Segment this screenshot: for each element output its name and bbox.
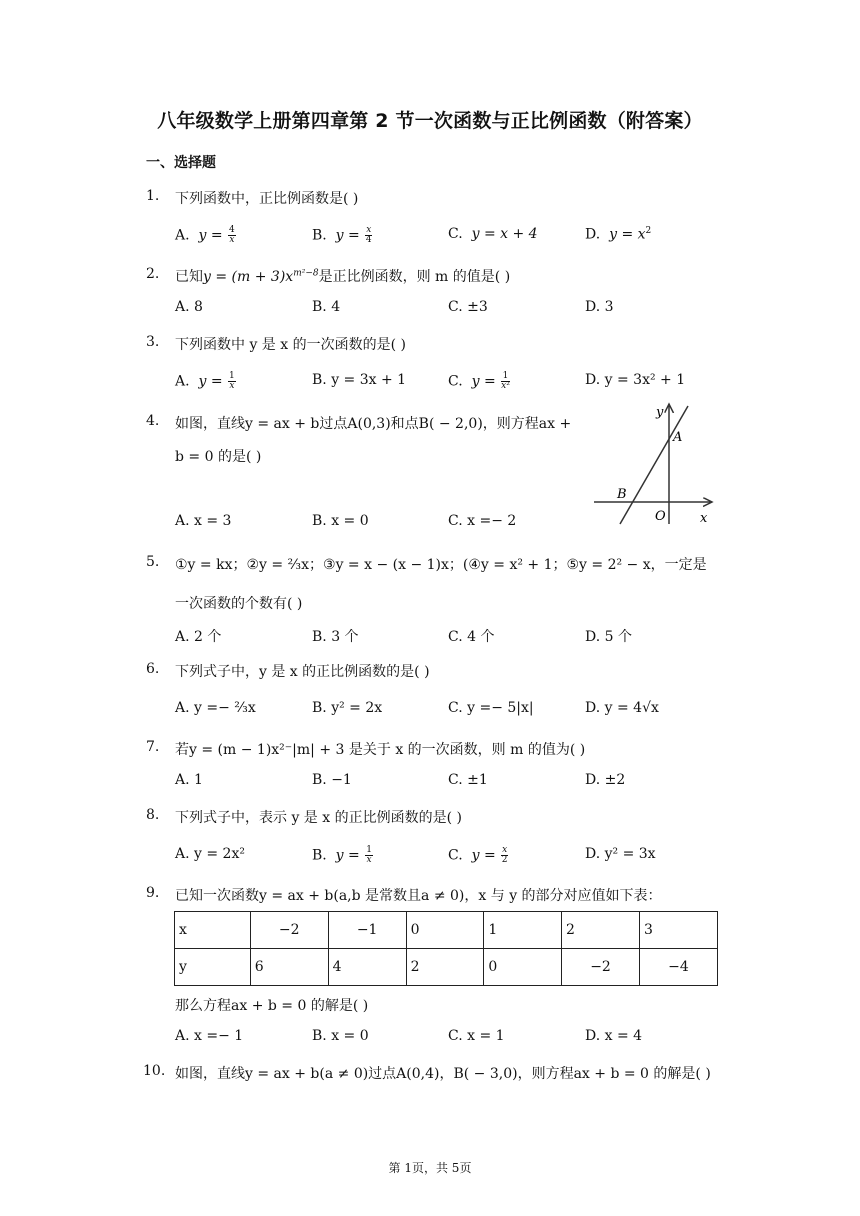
table-cell: −2	[562, 949, 640, 986]
question-stem-continued: b = 0 的是( )	[175, 449, 262, 465]
section-heading: 一、选择题	[146, 155, 216, 171]
option-b: B. 4	[312, 299, 341, 315]
question-number: 7.	[146, 739, 160, 755]
table-cell: −1	[328, 912, 406, 949]
option-b: B. y = $\frac{1}{x}$	[312, 845, 372, 865]
question-number: 1.	[146, 188, 160, 204]
question-number: 8.	[146, 807, 160, 823]
question-stem: 已知$y = (m + 3)x^{m^2-8}$是正比例函数，则 m 的值是( )	[175, 268, 511, 285]
option-a: A. x =− 1	[175, 1028, 244, 1044]
option-c: C. y =− 5|x|	[448, 700, 534, 716]
option-b: B. y = $\frac{x}{4}$	[312, 225, 372, 245]
option-c: C. x = 1	[448, 1028, 505, 1044]
table-row-x	[175, 912, 718, 949]
option-b: B. y = 3x + 1	[312, 372, 407, 388]
question-number: 2.	[146, 266, 160, 282]
option-d: D. ±2	[585, 772, 626, 788]
table-cell: y	[175, 949, 251, 986]
table-cell: x	[175, 912, 251, 949]
question-followup: 那么方程ax + b = 0 的解是( )	[175, 998, 369, 1014]
table-row-y	[175, 949, 718, 986]
table-cell: 4	[328, 949, 406, 986]
option-b: B. 3 个	[312, 629, 359, 645]
question-number: 6.	[146, 661, 160, 677]
line-graph-figure	[588, 398, 718, 528]
table-cell: 0	[484, 949, 562, 986]
question-stem: 已知一次函数y = ax + b(a,b 是常数且a ≠ 0)，x 与 y 的部分对应值如下表：	[175, 888, 662, 904]
point-a-label: A	[673, 430, 683, 445]
option-a: A. 1	[175, 772, 203, 788]
option-b: B. y² = 2x	[312, 700, 383, 716]
table-cell: 2	[562, 912, 640, 949]
question-number: 10.	[143, 1063, 166, 1079]
table-cell: 6	[250, 949, 328, 986]
option-c: C. 4 个	[448, 629, 495, 645]
option-d: D. y = 3x² + 1	[585, 372, 686, 388]
option-d: D. $y = x^2$	[585, 226, 652, 243]
y-axis-label: y	[656, 405, 664, 420]
option-c: C. ±3	[448, 299, 488, 315]
option-a: A. y = $\frac{4}{x}$	[175, 225, 235, 245]
x-axis-label: x	[700, 511, 708, 526]
table-cell: 2	[406, 949, 484, 986]
question-number: 3.	[146, 334, 160, 350]
option-b: B. x = 0	[312, 1028, 369, 1044]
question-stem-continued: 一次函数的个数有( )	[175, 596, 303, 612]
option-a: A. 2 个	[175, 629, 222, 645]
option-a: A. 8	[175, 299, 203, 315]
value-table	[174, 911, 718, 986]
question-stem: ①y = kx；②y = ⅔x；③y = x − (x − 1)x；(④y = x² + 1；⑤y = 2² − x，一定是	[175, 557, 707, 573]
option-a: A. x = 3	[175, 513, 232, 529]
question-number: 5.	[146, 554, 160, 570]
table-cell: −4	[639, 949, 717, 986]
question-number: 9.	[146, 885, 160, 901]
option-b: B. x = 0	[312, 513, 369, 529]
option-d: D. x = 4	[585, 1028, 643, 1044]
option-d: D. 3	[585, 299, 614, 315]
option-c: C. y = $\frac{x}{2}$	[448, 845, 508, 865]
function-line	[620, 406, 688, 524]
question-stem: 如图，直线y = ax + b(a ≠ 0)过点A(0,4)，B( − 3,0)，则方程ax + b = 0 的解是( )	[175, 1066, 711, 1082]
table-cell: 1	[484, 912, 562, 949]
question-stem: 下列式子中，表示 y 是 x 的正比例函数的是( )	[175, 810, 462, 826]
option-d: D. 5 个	[585, 629, 632, 645]
table-cell: 0	[406, 912, 484, 949]
question-stem: 如图，直线y = ax + b过点A(0,3)和点B( − 2,0)，则方程ax +	[175, 416, 572, 432]
table-cell: 3	[639, 912, 717, 949]
page-title: 八年级数学上册第四章第 2 节一次函数与正比例函数（附答案）	[157, 110, 703, 132]
option-d: D. y = 4√x	[585, 700, 659, 716]
option-a: A. y = 2x²	[175, 846, 245, 862]
option-b: B. −1	[312, 772, 352, 788]
question-stem: 下列函数中 y 是 x 的一次函数的是( )	[175, 337, 406, 353]
page-footer: 第 1页，共 5页	[388, 1161, 472, 1175]
option-c: C. y = x + 4	[448, 226, 538, 242]
question-stem: 下列函数中，正比例函数是( )	[175, 191, 359, 207]
option-c: C. x =− 2	[448, 513, 517, 529]
question-stem: 若y = (m − 1)x²⁻|m| + 3 是关于 x 的一次函数，则 m 的值为( )	[175, 742, 586, 758]
option-a: A. y = $\frac{1}{x}$	[175, 371, 235, 391]
origin-label: O	[655, 509, 666, 524]
option-c: C. y = $\frac{1}{\text{x²}}$	[448, 371, 510, 391]
table-cell: −2	[250, 912, 328, 949]
question-stem: 下列式子中，y 是 x 的正比例函数的是( )	[175, 664, 430, 680]
option-c: C. ±1	[448, 772, 488, 788]
option-a: A. y =− ⅔x	[175, 700, 256, 716]
point-b-label: B	[617, 487, 627, 502]
option-d: D. y² = 3x	[585, 846, 656, 862]
question-number: 4.	[146, 413, 160, 429]
